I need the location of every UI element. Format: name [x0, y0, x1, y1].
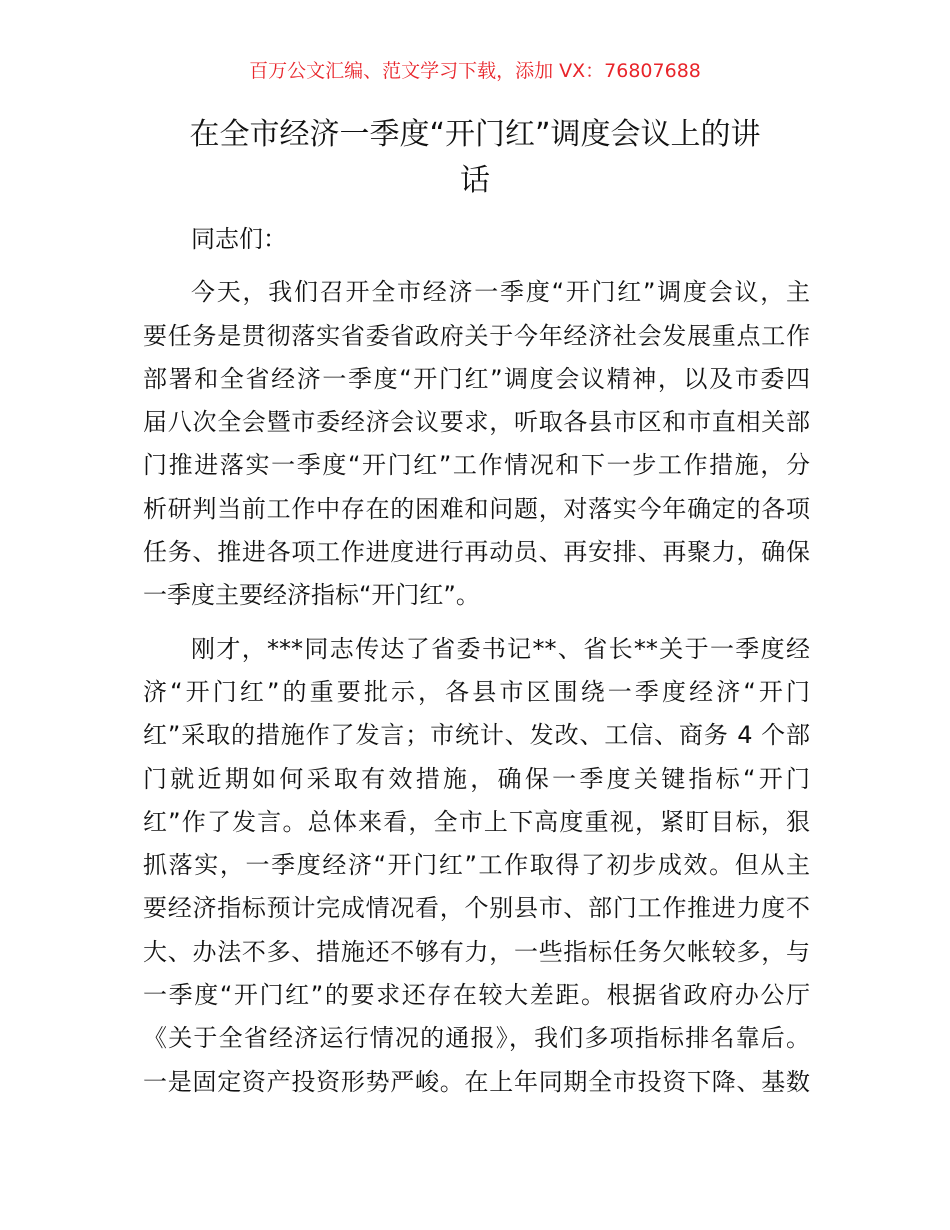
- paragraph-line: 济“开门红”的重要批示，各县市区围绕一季度经济“开门: [143, 677, 810, 706]
- paragraph-line: 要任务是贯彻落实省委省政府关于今年经济社会发展重点工作: [143, 321, 810, 350]
- paragraph-line: 一是固定资产投资形势严峻。在上年同期全市投资下降、基数: [143, 1067, 810, 1096]
- paragraph-line: 析研判当前工作中存在的困难和问题，对落实今年确定的各项: [143, 494, 810, 523]
- document-title: [140, 112, 810, 204]
- paragraph-line: 部署和全省经济一季度“开门红”调度会议精神，以及市委四: [143, 364, 810, 393]
- paragraph-line: 要经济指标预计完成情况看，个别县市、部门工作推进力度不: [143, 894, 810, 923]
- paragraph-line: 大、办法不多、措施还不够有力，一些指标任务欠帐较多，与: [143, 937, 810, 966]
- paragraph: [143, 271, 810, 617]
- paragraph-line: 刚才，***同志传达了省委书记**、省长**关于一季度经: [191, 634, 810, 663]
- paragraph-line: 门就近期如何采取有效措施，确保一季度关键指标“开门: [143, 764, 810, 793]
- title-line: 在全市经济一季度“开门红”调度会议上的讲: [189, 117, 761, 152]
- paragraph-line: 届八次全会暨市委经济会议要求，听取各县市区和市直相关部: [143, 408, 810, 437]
- paragraph: [143, 628, 810, 1104]
- paragraph-line: 门推进落实一季度“开门红”工作情况和下一步工作措施，分: [143, 451, 810, 480]
- paragraph-line: 今天，我们召开全市经济一季度“开门红”调度会议，主: [191, 278, 810, 307]
- document-body: [143, 218, 810, 1104]
- paragraph-line: 红”作了发言。总体来看，全市上下高度重视，紧盯目标，狠: [143, 807, 810, 836]
- watermark-header: 百万公文汇编、范文学习下载，添加 VX：76807688: [249, 60, 701, 82]
- paragraph-line: 红”采取的措施作了发言；市统计、发改、工信、商务 4 个部: [143, 721, 810, 750]
- paragraph-line: 一季度主要经济指标“开门红”。: [143, 581, 480, 610]
- salutation: 同志们：: [191, 225, 287, 253]
- paragraph-line: 任务、推进各项工作进度进行再动员、再安排、再聚力，确保: [143, 538, 810, 567]
- paragraph-line: 抓落实，一季度经济“开门红”工作取得了初步成效。但从主: [143, 851, 810, 880]
- title-line: 话: [460, 163, 490, 198]
- paragraph-line: 《关于全省经济运行情况的通报》，我们多项指标排名靠后。: [143, 1024, 810, 1053]
- paragraph-line: 一季度“开门红”的要求还存在较大差距。根据省政府办公厅: [143, 981, 810, 1010]
